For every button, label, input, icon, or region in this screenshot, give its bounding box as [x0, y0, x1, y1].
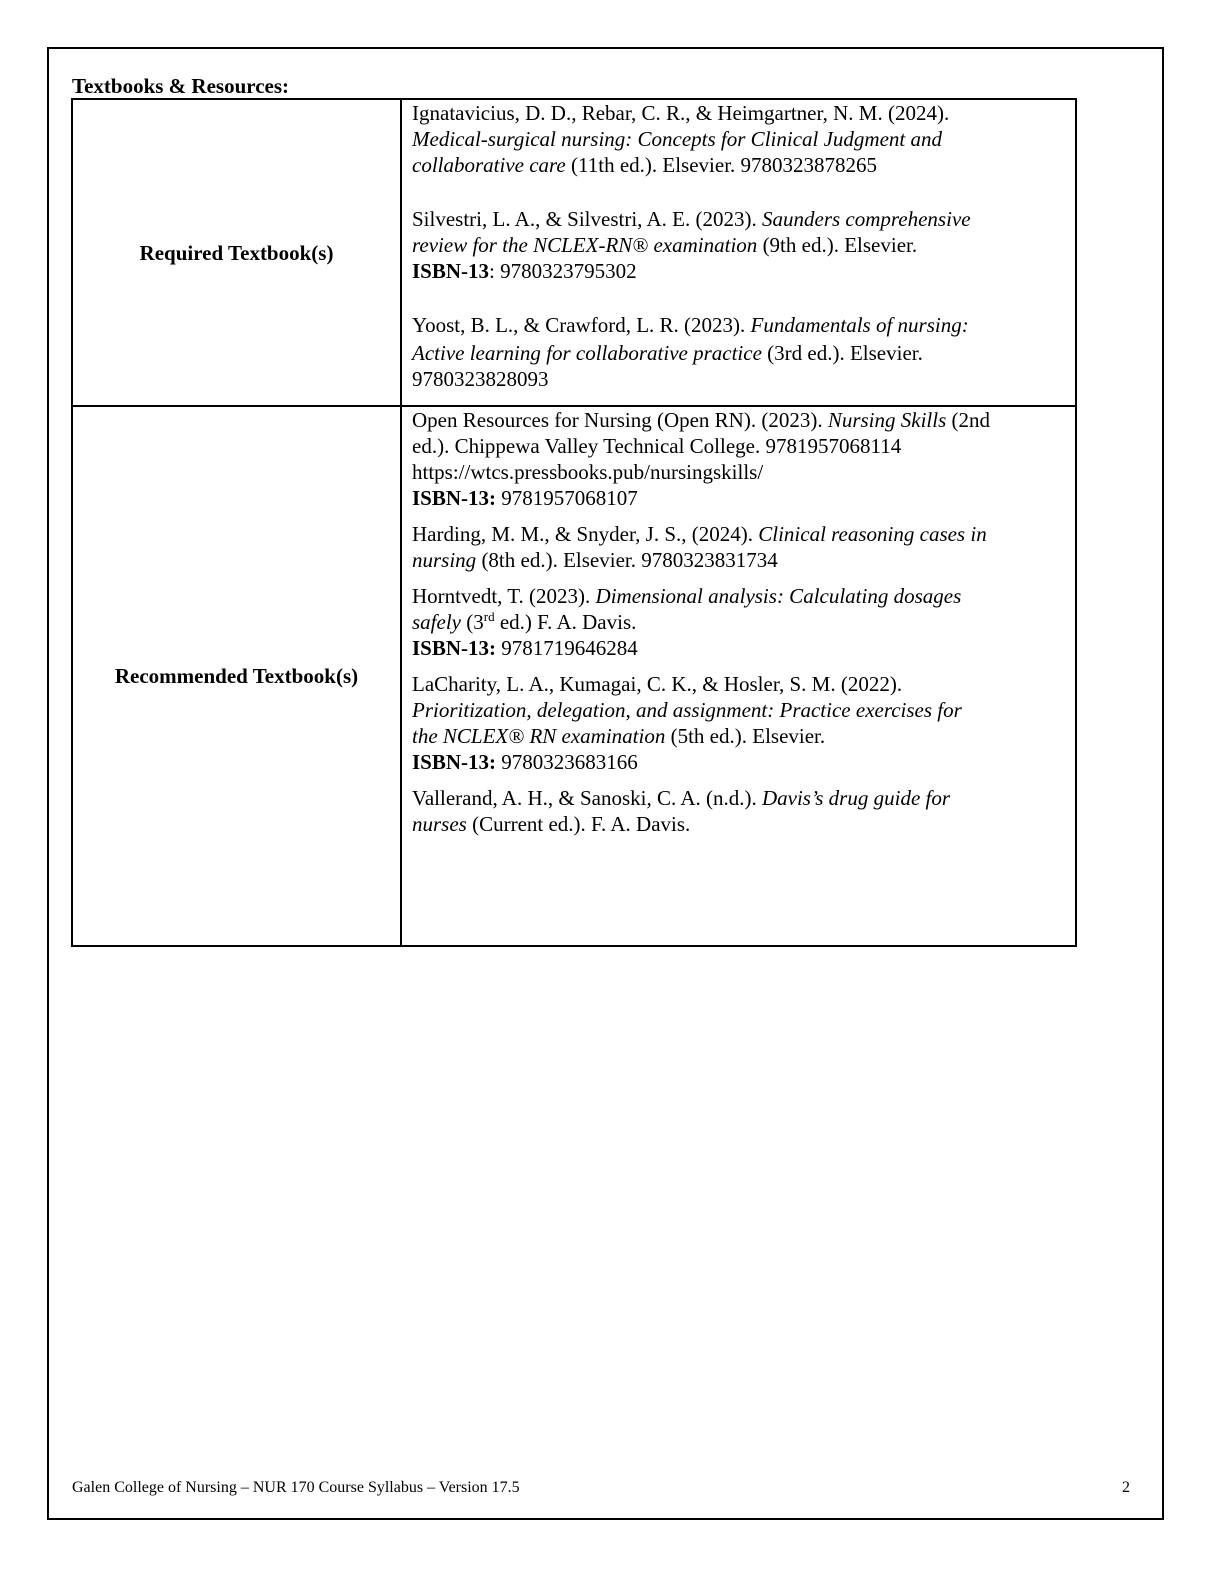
ref-title: Davis’s drug guide for: [761, 786, 951, 810]
ref-text: (11th ed.). Elsevier. 9780323878265: [565, 153, 878, 177]
reference-horntvedt: [412, 583, 1063, 661]
ref-isbn: 9780323828093: [412, 367, 549, 391]
ref-text: (9th ed.). Elsevier.: [757, 233, 918, 257]
ref-title: safely: [412, 610, 461, 634]
ref-text: (Current ed.). F. A. Davis.: [466, 812, 691, 836]
ref-text: (8th ed.). Elsevier. 9780323831734: [476, 548, 778, 572]
ref-title: Active learning for collaborative practice: [412, 341, 762, 365]
ref-text: Yoost, B. L., & Crawford, L. R. (2023).: [412, 313, 751, 337]
section-title: Textbooks & Resources:: [72, 74, 290, 98]
textbooks-table: [71, 98, 1077, 947]
ref-text: LaCharity, L. A., Kumagai, C. K., & Hosler, S. M. (2022).: [412, 672, 903, 696]
required-label: Required Textbook(s): [72, 99, 401, 406]
isbn-label: ISBN-13:: [412, 486, 497, 510]
ref-title: nursing: [412, 548, 477, 572]
ref-text: (2nd: [946, 408, 991, 432]
ref-title: review for the NCLEX-RN® examination: [412, 233, 758, 257]
ref-title: Saunders comprehensive: [762, 207, 971, 231]
ref-text: Ignatavicius, D. D., Rebar, C. R., & Heimgartner, N. M. (2024).: [412, 101, 950, 125]
isbn-value: 9780323683166: [496, 750, 638, 774]
ref-title: Dimensional analysis: Calculating dosages: [595, 584, 962, 608]
ref-text: Open Resources for Nursing (Open RN). (2023).: [412, 408, 828, 432]
ref-text: ed.). Chippewa Valley Technical College. 9781957068114: [412, 434, 902, 458]
isbn-label: ISBN-13:: [412, 750, 497, 774]
ref-title: nurses: [412, 812, 467, 836]
ref-title: Fundamentals of nursing:: [750, 313, 969, 337]
required-content: [401, 99, 1076, 406]
reference-vallerand: [412, 785, 1063, 837]
ref-text: Horntvedt, T. (2023).: [412, 584, 596, 608]
isbn-value: 9781719646284: [496, 636, 638, 660]
reference-yoost: [412, 312, 1065, 392]
ref-title: Prioritization, delegation, and assignment: Practice exercises for: [412, 698, 962, 722]
footer-course-info: Galen College of Nursing – NUR 170 Course Syllabus – Version 17.5: [72, 1479, 520, 1496]
ref-title: Nursing Skills: [827, 408, 947, 432]
ref-title: Medical-surgical nursing: Concepts for Clinical Judgment and: [412, 127, 942, 151]
isbn-value: 9781957068107: [496, 486, 638, 510]
table-row-recommended: [72, 406, 1076, 946]
isbn-label: ISBN-13: [412, 259, 490, 283]
ref-title: Clinical reasoning cases in: [758, 522, 987, 546]
ref-text: Silvestri, L. A., & Silvestri, A. E. (2023).: [412, 207, 762, 231]
ref-text: (5th ed.). Elsevier.: [665, 724, 826, 748]
reference-silvestri: [412, 206, 1065, 284]
ref-text: (3: [460, 610, 484, 634]
recommended-label: Recommended Textbook(s): [72, 406, 401, 946]
reference-ignatavicius: [412, 100, 1065, 178]
ref-title: the NCLEX® RN examination: [412, 724, 666, 748]
ref-text: ed.) F. A. Davis.: [494, 610, 637, 634]
recommended-content: [401, 406, 1076, 946]
page-number: 2: [1122, 1479, 1130, 1496]
ref-text: Harding, M. M., & Snyder, J. S., (2024).: [412, 522, 759, 546]
reference-lacharity: [412, 671, 1063, 775]
table-row-required: [72, 99, 1076, 406]
reference-harding: [412, 521, 1063, 573]
isbn-label: ISBN-13:: [412, 636, 497, 660]
reference-open-rn: [412, 407, 1063, 511]
ref-url: https://wtcs.pressbooks.pub/nursingskills/: [412, 460, 764, 484]
ordinal-superscript: rd: [483, 609, 495, 624]
ref-text: (3rd ed.). Elsevier.: [761, 341, 923, 365]
isbn-value: : 9780323795302: [489, 259, 637, 283]
ref-text: Vallerand, A. H., & Sanoski, C. A. (n.d.).: [412, 786, 762, 810]
ref-title: collaborative care: [412, 153, 566, 177]
